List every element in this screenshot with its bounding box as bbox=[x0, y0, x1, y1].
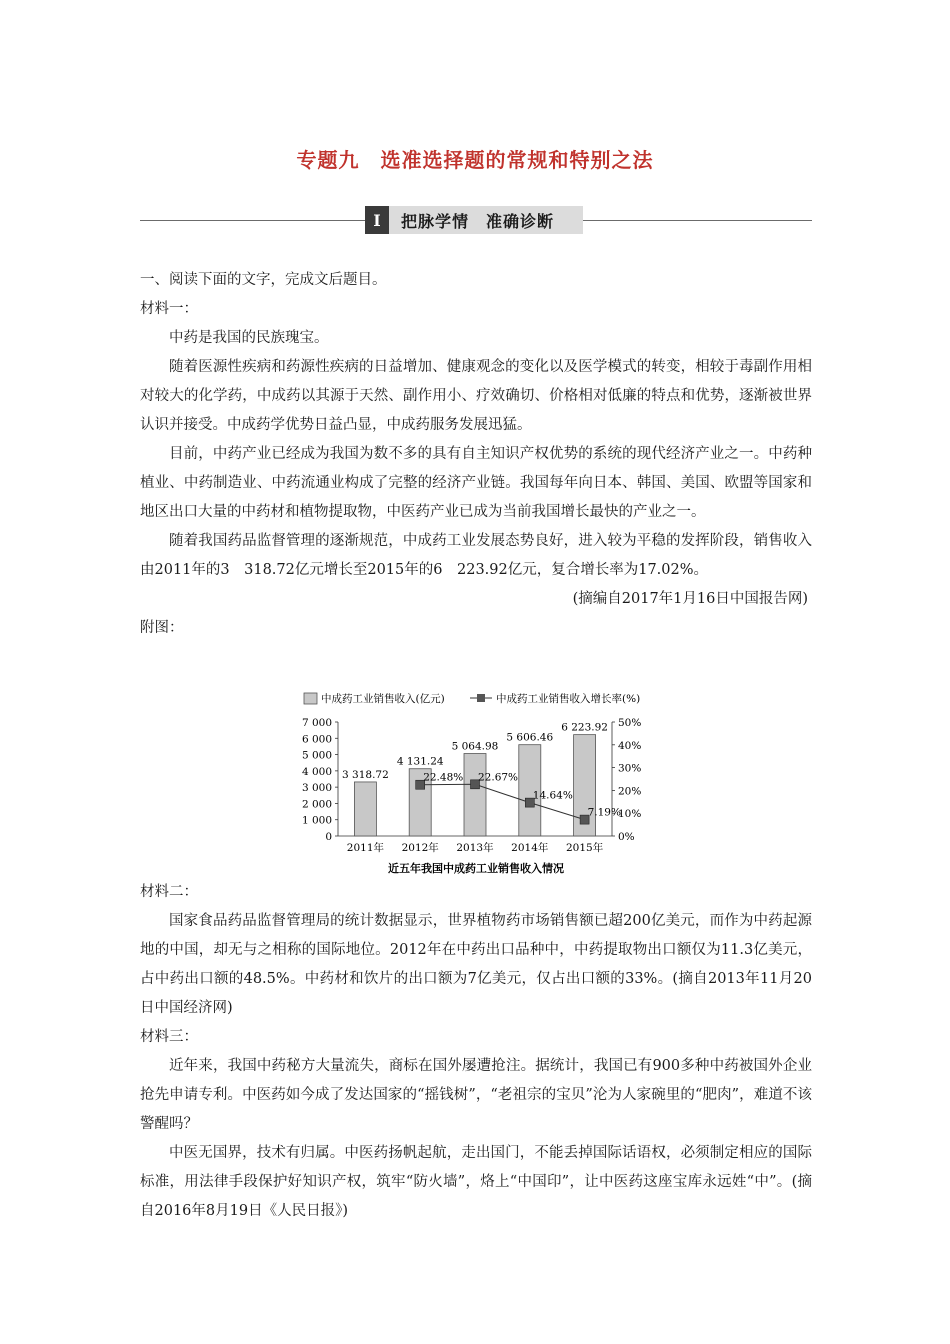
y-left-tick-label: 2 000 bbox=[301, 798, 332, 811]
growth-label: 14.64% bbox=[532, 789, 573, 802]
bar-value-label: 6 223.92 bbox=[561, 721, 608, 734]
bar-value-label: 4 131.24 bbox=[396, 755, 444, 768]
material1-paragraph: 随着医源性疾病和药源性疾病的日益增加、健康观念的变化以及医学模式的转变，相较于毒副作用相对较大的化学药，中成药以其源于天然、副作用小、疗效确切、价格相对低廉的特点和优势，逐渐被世界认识并接受。中成药学优势日益凸显，中成药服务发展迅猛。 bbox=[140, 359, 812, 433]
x-tick-label: 2011年 bbox=[346, 842, 385, 854]
y-left-tick-label: 3 000 bbox=[301, 782, 332, 795]
y-left-tick-label: 1 000 bbox=[301, 814, 332, 827]
bar bbox=[464, 754, 486, 836]
material3-label: 材料三： bbox=[140, 1029, 198, 1045]
y-right-tick-label: 20% bbox=[618, 785, 642, 798]
material1-paragraph: 目前，中药产业已经成为我国为数不多的具有自主知识产权优势的系统的现代经济产业之一。中药种植业、中药制造业、中药流通业构成了完整的经济产业链。我国每年向日本、韩国、美国、欧盟等国家和地区出口大量的中药材和植物提取物，中医药产业已成为当前我国增长最快的产业之一。 bbox=[140, 446, 812, 520]
bar-value-label: 3 318.72 bbox=[342, 768, 389, 781]
x-tick-label: 2014年 bbox=[511, 842, 549, 854]
chart-legend bbox=[304, 692, 640, 705]
section-number: Ⅰ bbox=[365, 206, 389, 234]
question-intro: 一、阅读下面的文字，完成文后题目。 bbox=[140, 272, 387, 288]
x-tick-label: 2015年 bbox=[565, 842, 604, 854]
growth-label: 22.48% bbox=[423, 771, 464, 784]
material2-paragraph: 国家食品药品监督管理局的统计数据显示，世界植物药市场销售额已超200亿美元，而作为中药起源地的中国，却无与之相称的国际地位。2012年在中药出口品种中，中药提取物出口额仅为11.3亿美元，占中药出口额的48.5%。中药材和饮片的出口额为7亿美元，仅占出口额的33%。(摘自2013年11月20日中国经济网) bbox=[140, 913, 812, 1016]
x-tick-label: 2013年 bbox=[456, 842, 494, 854]
bar bbox=[354, 782, 376, 836]
material1-paragraph: 随着我国药品监督管理的逐渐规范，中成药工业发展态势良好，进入较为平稳的发挥阶段，销售收入由2011年的3 318.72亿元增长至2015年的6 223.92亿元，复合增长率为17.02%。 bbox=[140, 533, 812, 578]
material2-label: 材料二： bbox=[140, 884, 198, 900]
figure-label: 附图： bbox=[140, 620, 184, 636]
material1-paragraph: 中药是我国的民族瑰宝。 bbox=[169, 330, 329, 346]
growth-label: 7.19% bbox=[587, 806, 621, 819]
material1-block bbox=[140, 266, 812, 643]
page-title: 专题九 选准选择题的常规和特别之法 bbox=[296, 148, 654, 172]
y-left-tick-label: 5 000 bbox=[301, 749, 332, 762]
legend-bar-label: 中成药工业销售收入(亿元) bbox=[321, 693, 445, 705]
chart-title: 近五年我国中成药工业销售收入情况 bbox=[388, 862, 564, 875]
y-right-tick-label: 10% bbox=[618, 808, 642, 821]
material3-paragraph: 近年来，我国中药秘方大量流失，商标在国外屡遭抢注。据统计，我国已有900多种中药被国外企业抢先申请专利。中医药如今成了发达国家的“摇钱树”，“老祖宗的宝贝”沦为人家碗里的“肥肉”，难道不该警醒吗？ bbox=[140, 1058, 812, 1132]
x-tick-label: 2012年 bbox=[401, 842, 439, 854]
y-left-tick-label: 7 000 bbox=[301, 717, 332, 729]
sales-chart bbox=[290, 686, 680, 876]
y-right-tick-label: 30% bbox=[618, 762, 642, 775]
bar-value-label: 5 606.46 bbox=[506, 731, 554, 744]
bar-value-label: 5 064.98 bbox=[451, 740, 499, 753]
y-right-tick-label: 0% bbox=[618, 831, 635, 843]
material1-label: 材料一： bbox=[140, 301, 198, 317]
legend-line-marker bbox=[477, 694, 485, 702]
section-header bbox=[365, 206, 583, 234]
plot-area bbox=[302, 717, 641, 854]
y-left-tick-label: 0 bbox=[325, 831, 332, 843]
y-right-tick-label: 50% bbox=[618, 717, 642, 729]
y-right-tick-label: 40% bbox=[618, 739, 642, 752]
material1-source: (摘编自2017年1月16日中国报告网) bbox=[572, 591, 808, 607]
legend-bar-swatch bbox=[304, 693, 317, 704]
y-left-tick-label: 6 000 bbox=[301, 733, 332, 746]
growth-label: 22.67% bbox=[478, 771, 519, 784]
legend-line-label: 中成药工业销售收入增长率(%) bbox=[496, 693, 641, 705]
y-left-tick-label: 4 000 bbox=[301, 765, 332, 778]
material2-block bbox=[140, 878, 812, 1226]
section-label: 把脉学情 准确诊断 bbox=[401, 211, 555, 231]
material3-paragraph: 中医无国界，技术有归属。中医药扬帆起航，走出国门，不能丢掉国际话语权，必须制定相应的国际标准，用法律手段保护好知识产权，筑牢“防火墙”，烙上“中国印”，让中医药这座宝库永远姓“中”。(摘自2016年8月19日《人民日报》) bbox=[140, 1145, 812, 1219]
